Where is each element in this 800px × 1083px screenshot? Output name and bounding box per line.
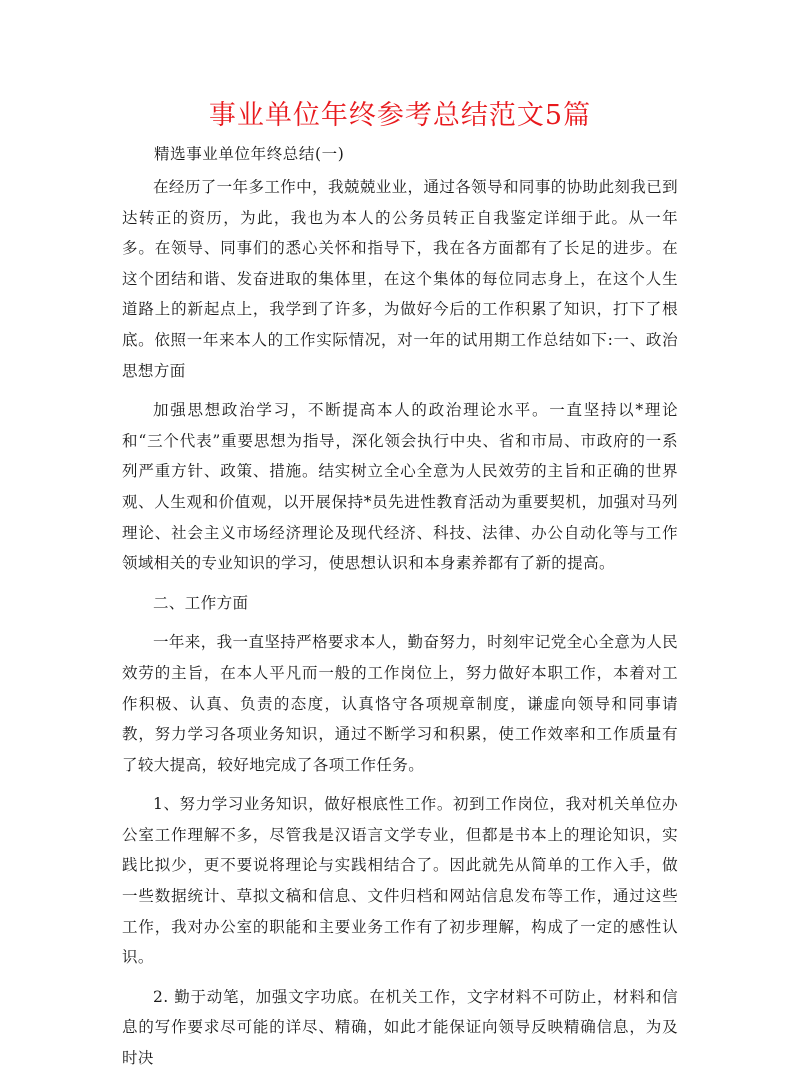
section-heading-work: 二、工作方面 (153, 593, 249, 612)
paragraph-work: 一年来，我一直坚持严格要求本人，勤奋努力，时刻牢记党全心全意为人民效劳的主旨，在本人平凡而一般的工作岗位上，努力做好本职工作，本着对工作积极、认真、负责的态度，认真恪守各项规章制度，谦虚向领导和同事请教，努力学习各项业务知识，通过不断学习和积累，使工作效率和工作质量有了较大提高，较好地完成了各项工作任务。 (122, 633, 678, 774)
document-body (122, 172, 678, 1083)
document-subtitle: 精选事业单位年终总结(一) (154, 145, 345, 163)
paragraph-intro: 在经历了一年多工作中，我兢兢业业，通过各领导和同事的协助此刻我已到达转正的资历，为此，我也为本人的公务员转正自我鉴定详细于此。从一年多。在领导、同事们的悉心关怀和指导下，我在各方面都有了长足的进步。在这个团结和谐、发奋进取的集体里，在这个集体的每位同志身上，在这个人生道路上的新起点上，我学到了许多，为做好今后的工作积累了知识，打下了根底。依照一年来本人的工作实际情况，对一年的试用期工作总结如下:一、政治思想方面 (122, 178, 678, 380)
paragraph-item-2: 2. 勤于动笔，加强文字功底。在机关工作，文字材料不可防止，材料和信息的写作要求尽可能的详尽、精确，如此才能保证向领导反映精确信息，为及时决 (122, 987, 678, 1068)
document-title: 事业单位年终参考总结范文5篇 (208, 100, 592, 131)
paragraph-item-1: 1、努力学习业务知识，做好根底性工作。初到工作岗位，我对机关单位办公室工作理解不多，尽管我是汉语言文学专业，但都是书本上的理论知识，实践比拟少，更不要说将理论与实践相结合了。因此就先从简单的工作入手，做一些数据统计、草拟文稿和信息、文件归档和网站信息发布等工作，通过这些工作，我对办公室的职能和主要业务工作有了初步理解，构成了一定的感性认识。 (122, 795, 678, 967)
paragraph-political: 加强思想政治学习，不断提高本人的政治理论水平。一直坚持以*理论和“三个代表”重要思想为指导，深化领会执行中央、省和市局、市政府的一系列严重方针、政策、措施。结实树立全心全意为人民效劳的主旨和正确的世界观、人生观和价值观，以开展保持*员先进性教育活动为重要契机，加强对马列理论、社会主义市场经济理论及现代经济、科技、法律、办公自动化等与工作领域相关的专业知识的学习，使思想认识和本身素养都有了新的提高。 (122, 401, 678, 573)
